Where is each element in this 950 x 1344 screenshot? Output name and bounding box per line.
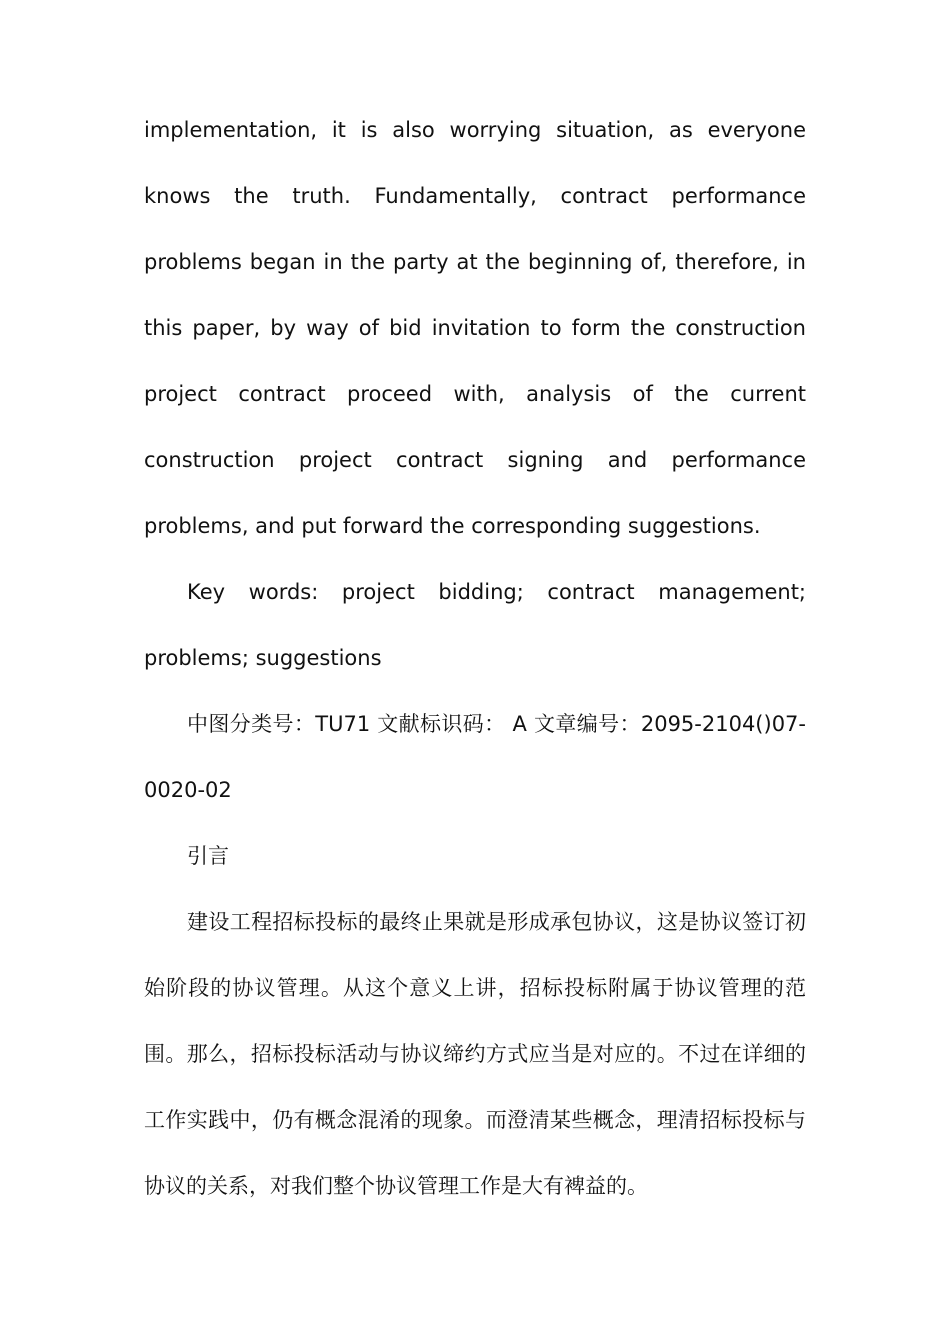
abstract-english-continuation: implementation, it is also worrying situation, as everyone knows the truth. Fundamentally, contract performance problems began in the party at the beginning of, therefore, in this paper, by way of bid invitation to form the construction project contract proceed with, analysis of the current construction project contract signing and performance problems, and put forward the corresponding suggestions. [144,118,806,538]
section-heading-introduction: 引言 [187,844,229,868]
keywords-line: Key words: project bidding; contract management; problems; suggestions [144,580,806,670]
introduction-paragraph: 建设工程招标投标的最终止果就是形成承包协议，这是协议签订初始阶段的协议管理。从这个意义上讲，招标投标附属于协议管理的范围。那么，招标投标活动与协议缔约方式应当是对应的。不过在详细的工作实践中，仍有概念混淆的现象。而澄清某些概念，理清招标投标与协议的关系，对我们整个协议管理工作是大有裨益的。 [144,910,806,1198]
classification-info: 中图分类号：TU71 文献标识码： A 文章编号：2095-2104()07-0020-02 [144,712,806,802]
document-page [144,97,806,1219]
